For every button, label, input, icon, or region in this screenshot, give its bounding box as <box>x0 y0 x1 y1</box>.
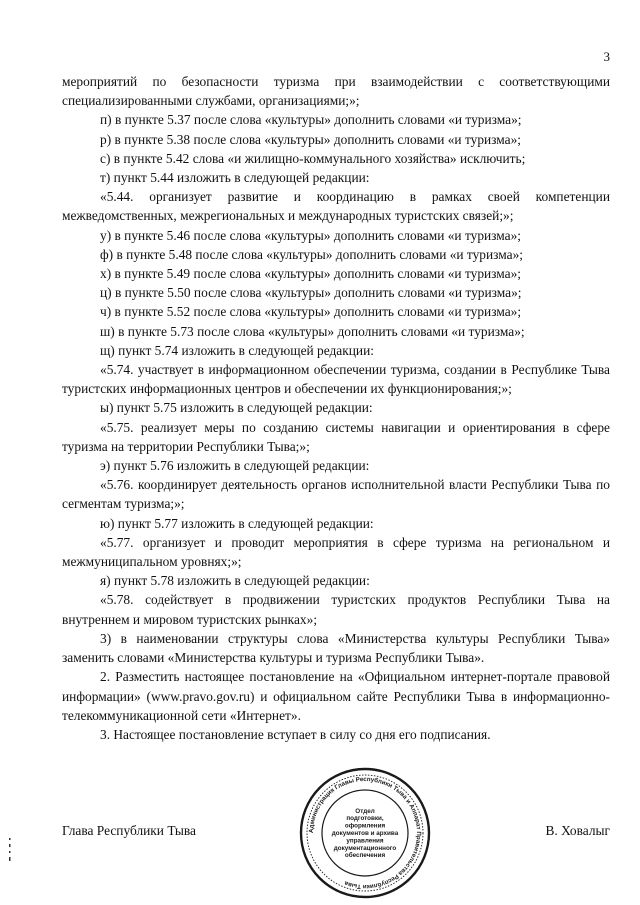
seal-center-line: документов и архива <box>331 830 399 837</box>
scan-specks <box>8 838 12 864</box>
paragraph: у) в пункте 5.46 после слова «культуры» дополнить словами «и туризма»; <box>100 227 522 243</box>
document-body <box>62 72 610 744</box>
page-number: 3 <box>603 49 610 64</box>
paragraph: 2. Разместить настоящее постановление на «Официальном интернет-портале правовой информации» (www.pravo.gov.ru) и официальном сайте Республики Тыва в информационно-телекоммуникационной сети «Интернет». <box>62 669 610 723</box>
paragraph: щ) пункт 5.74 изложить в следующей редакции: <box>100 342 374 358</box>
paragraph: «5.77. организует и проводит мероприятия в сфере туризма на региональном и межмуниципальном уровнях;»; <box>62 534 610 570</box>
paragraph: 3) в наименовании структуры слова «Министерства культуры Республики Тыва» заменить словами «Министерства культуры и туризма Республики Тыва». <box>62 630 610 666</box>
paragraph: ц) в пункте 5.50 после слова «культуры» дополнить словами «и туризма»; <box>100 285 522 301</box>
paragraph: «5.76. координирует деятельность органов исполнительной власти Республики Тыва по сегментам туризма;»; <box>62 477 610 512</box>
signatory-name: В. Ховалыг <box>545 823 610 838</box>
paragraph: ы) пункт 5.75 изложить в следующей редакции: <box>100 400 373 416</box>
paragraph: т) пункт 5.44 изложить в следующей редакции: <box>100 170 370 186</box>
paragraph: «5.78. содействует в продвижении туристских продуктов Республики Тыва на внутреннем и мировом туристских рынках»; <box>62 592 610 627</box>
seal-center-line: оформления <box>344 822 386 830</box>
seal-ring-text: Администрация Главы Республики Тыва и Аппарат Правительства Республики Тыва <box>307 775 423 891</box>
seal-center-line: документационного <box>333 844 397 852</box>
paragraph: п) в пункте 5.37 после слова «культуры» дополнить словами «и туризма»; <box>100 112 522 128</box>
paragraph: х) в пункте 5.49 после слова «культуры» дополнить словами «и туризма»; <box>100 266 522 282</box>
seal-center-line: управления <box>346 837 384 845</box>
paragraph: ч) в пункте 5.52 после слова «культуры» дополнить словами «и туризма»; <box>100 304 522 320</box>
paragraph: мероприятий по безопасности туризма при взаимодействии с соответствующими специализированными службами, организациями;»; <box>62 74 610 109</box>
paragraph: ш) в пункте 5.73 после слова «культуры» дополнить словами «и туризма»; <box>100 323 525 339</box>
paragraph: «5.75. реализует меры по созданию системы навигации и ориентирования в сфере туризма на территории Республики Тыва;»; <box>62 419 610 454</box>
signatory-position: Глава Республики Тыва <box>62 823 196 838</box>
paragraph: я) пункт 5.78 изложить в следующей редакции: <box>100 573 370 589</box>
paragraph: 3. Настоящее постановление вступает в силу со дня его подписания. <box>100 726 491 742</box>
paragraph: р) в пункте 5.38 после слова «культуры» дополнить словами «и туризма»; <box>100 131 522 147</box>
paragraph: «5.74. участвует в информационном обеспечении туризма, создании в Республике Тыва туристских информационных центров и обеспечении их функционирования;»; <box>62 362 610 397</box>
paragraph: э) пункт 5.76 изложить в следующей редакции: <box>100 458 370 474</box>
seal-center-text <box>332 808 399 859</box>
paragraph: ф) в пункте 5.48 после слова «культуры» дополнить словами «и туризма»; <box>100 246 523 262</box>
official-seal-stamp <box>298 766 432 900</box>
seal-center-line: Отдел <box>355 807 375 815</box>
paragraph: ю) пункт 5.77 изложить в следующей редакции: <box>100 515 374 531</box>
paragraph: «5.44. организует развитие и координацию в рамках своей компетенции межведомственных, межрегиональных и международных туристских связей;»; <box>62 189 610 224</box>
seal-center-line: подготовки, <box>346 815 384 823</box>
seal-center-line: обеспечения <box>344 852 386 860</box>
paragraph: с) в пункте 5.42 слова «и жилищно-коммунального хозяйства» исключить; <box>100 150 526 166</box>
